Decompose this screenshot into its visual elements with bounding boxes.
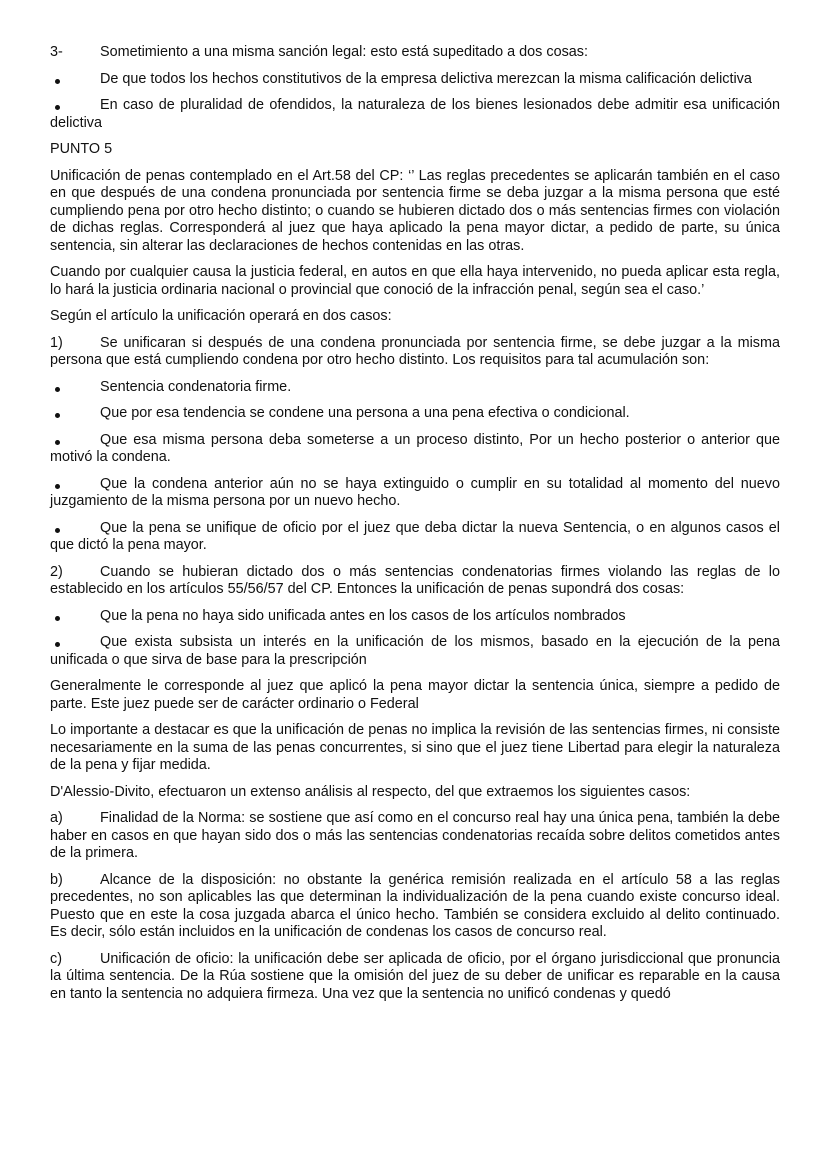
paragraph: Unificación de penas contemplado en el Art.58 del CP: ‘’ Las reglas precedentes se aplicarán también en el caso en que después de una condena pronunciada por sentencia firme se deba juzgar a la misma persona que esté cumpliendo pena por otro hecho distinto; o cuando se hubieren dictado dos o más sentencias firmes con violación de dichas reglas. Corresponderá al juez que haya aplicado la pena mayor dictar, a pedido de parte, su única sentencia, sin alterar las declaraciones de hechos contenidas en las otras. (50, 167, 780, 254)
bullet-item (50, 432, 780, 467)
bullet-text: En caso de pluralidad de ofendidos, la naturaleza de los bienes lesionados debe admitir esa unificación delictiva (50, 97, 780, 131)
bullet-item (50, 476, 780, 511)
bullet-item (50, 379, 780, 397)
bullet-text: Que la pena se unifique de oficio por el juez que deba dictar la nueva Sentencia, o en algunos casos el que dictó la pena mayor. (50, 519, 780, 553)
bullet-item (50, 97, 780, 132)
bullet-text: De que todos los hechos constitutivos de la empresa delictiva merezcan la misma calificación delictiva (100, 70, 752, 87)
item-text: Alcance de la disposición: no obstante la genérica remisión realizada en el artículo 58 a las reglas precedentes, no son aplicables las que determinan la individualización de la pena cuando existe concurso ideal. Puesto que en este la cosa juzgada abarca el único hecho. También se considera excluido al delito continuado. Es decir, sólo están incluidos en la unificación de condenas los casos de concurso real. (50, 871, 780, 940)
paragraph: Generalmente le corresponde al juez que aplicó la pena mayor dictar la sentencia única, siempre a pedido de parte. Este juez puede ser de carácter ordinario o Federal (50, 678, 780, 712)
item-text: Finalidad de la Norma: se sostiene que así como en el concurso real hay una única pena, también la debe haber en casos en que hayan sido dos o más las sentencias condenatorias recaída sobre delitos cometidos antes de la primera. (50, 810, 780, 861)
numbered-item-1 (50, 335, 780, 370)
item-number: 2) (50, 563, 63, 580)
lettered-item-b (50, 872, 780, 942)
bullet-text: Que exista subsista un interés en la unificación de los mismos, basado en la ejecución de la pena unificada o que sirva de base para la prescripción (50, 634, 780, 668)
item-text: Unificación de oficio: la unificación debe ser aplicada de oficio, por el órgano jurisdiccional que pronuncia la última sentencia. De la Rúa sostiene que la omisión del juez de su deber de unificar es reparable en la causa en tanto la sentencia no adquiera firmeza. Una vez que la sentencia no unificó condenas y quedó (50, 950, 780, 1002)
bullet-text: Que la pena no haya sido unificada antes en los casos de los artículos nombrados (100, 607, 626, 624)
bullet-item (50, 634, 780, 669)
paragraph: Cuando por cualquier causa la justicia federal, en autos en que ella haya intervenido, no pueda aplicar esta regla, lo hará la justicia ordinaria nacional o provincial que conoció de la infracción penal, según sea el caso.’ (50, 264, 780, 298)
bullet-text: Que por esa tendencia se condene una persona a una pena efectiva o condicional. (100, 405, 630, 421)
section-heading: PUNTO 5 (50, 141, 113, 157)
bullet-item (50, 405, 780, 423)
bullet-item (50, 71, 780, 89)
bullet-text: Sentencia condenatoria firme. (100, 378, 292, 395)
item-number: 3- (50, 44, 63, 60)
paragraph: D'Alessio-Divito, efectuaron un extenso análisis al respecto, del que extraemos los siguientes casos: (50, 783, 691, 800)
item-number: 1) (50, 334, 63, 351)
item-text: Sometimiento a una misma sanción legal: esto está supeditado a dos cosas: (100, 44, 588, 60)
item-letter: a) (50, 810, 63, 826)
paragraph: Según el artículo la unificación operará en dos casos: (50, 308, 392, 324)
bullet-text: Que esa misma persona deba someterse a un proceso distinto, Por un hecho posterior o anterior que motivó la condena. (50, 431, 780, 465)
bullet-item (50, 608, 780, 626)
bullet-item (50, 520, 780, 555)
lettered-item-a (50, 810, 780, 863)
bullet-text: Que la condena anterior aún no se haya extinguido o cumplir en su totalidad al momento del nuevo juzgamiento de la misma persona por un nuevo hecho. (50, 475, 780, 509)
numbered-item-3 (50, 44, 780, 62)
item-letter: c) (50, 950, 62, 967)
paragraph: Lo importante a destacar es que la unificación de penas no implica la revisión de las sentencias firmes, ni consiste necesariamente en la suma de las penas concurrentes, si sino que el juez tiene Libertad para elegir la naturaleza de la pena y fijar medida. (50, 722, 780, 773)
item-text: Cuando se hubieran dictado dos o más sentencias condenatorias firmes violando las reglas de lo establecido en los artículos 55/56/57 del CP. Entonces la unificación de penas supondrá dos cosas: (50, 563, 780, 597)
item-letter: b) (50, 871, 63, 888)
item-text: Se unificaran si después de una condena pronunciada por sentencia firme, se debe juzgar a la misma persona que está cumpliendo condena por otro hecho distinto. Los requisitos para tal acumulación son: (50, 334, 780, 368)
lettered-item-c (50, 951, 780, 1004)
numbered-item-2 (50, 564, 780, 599)
